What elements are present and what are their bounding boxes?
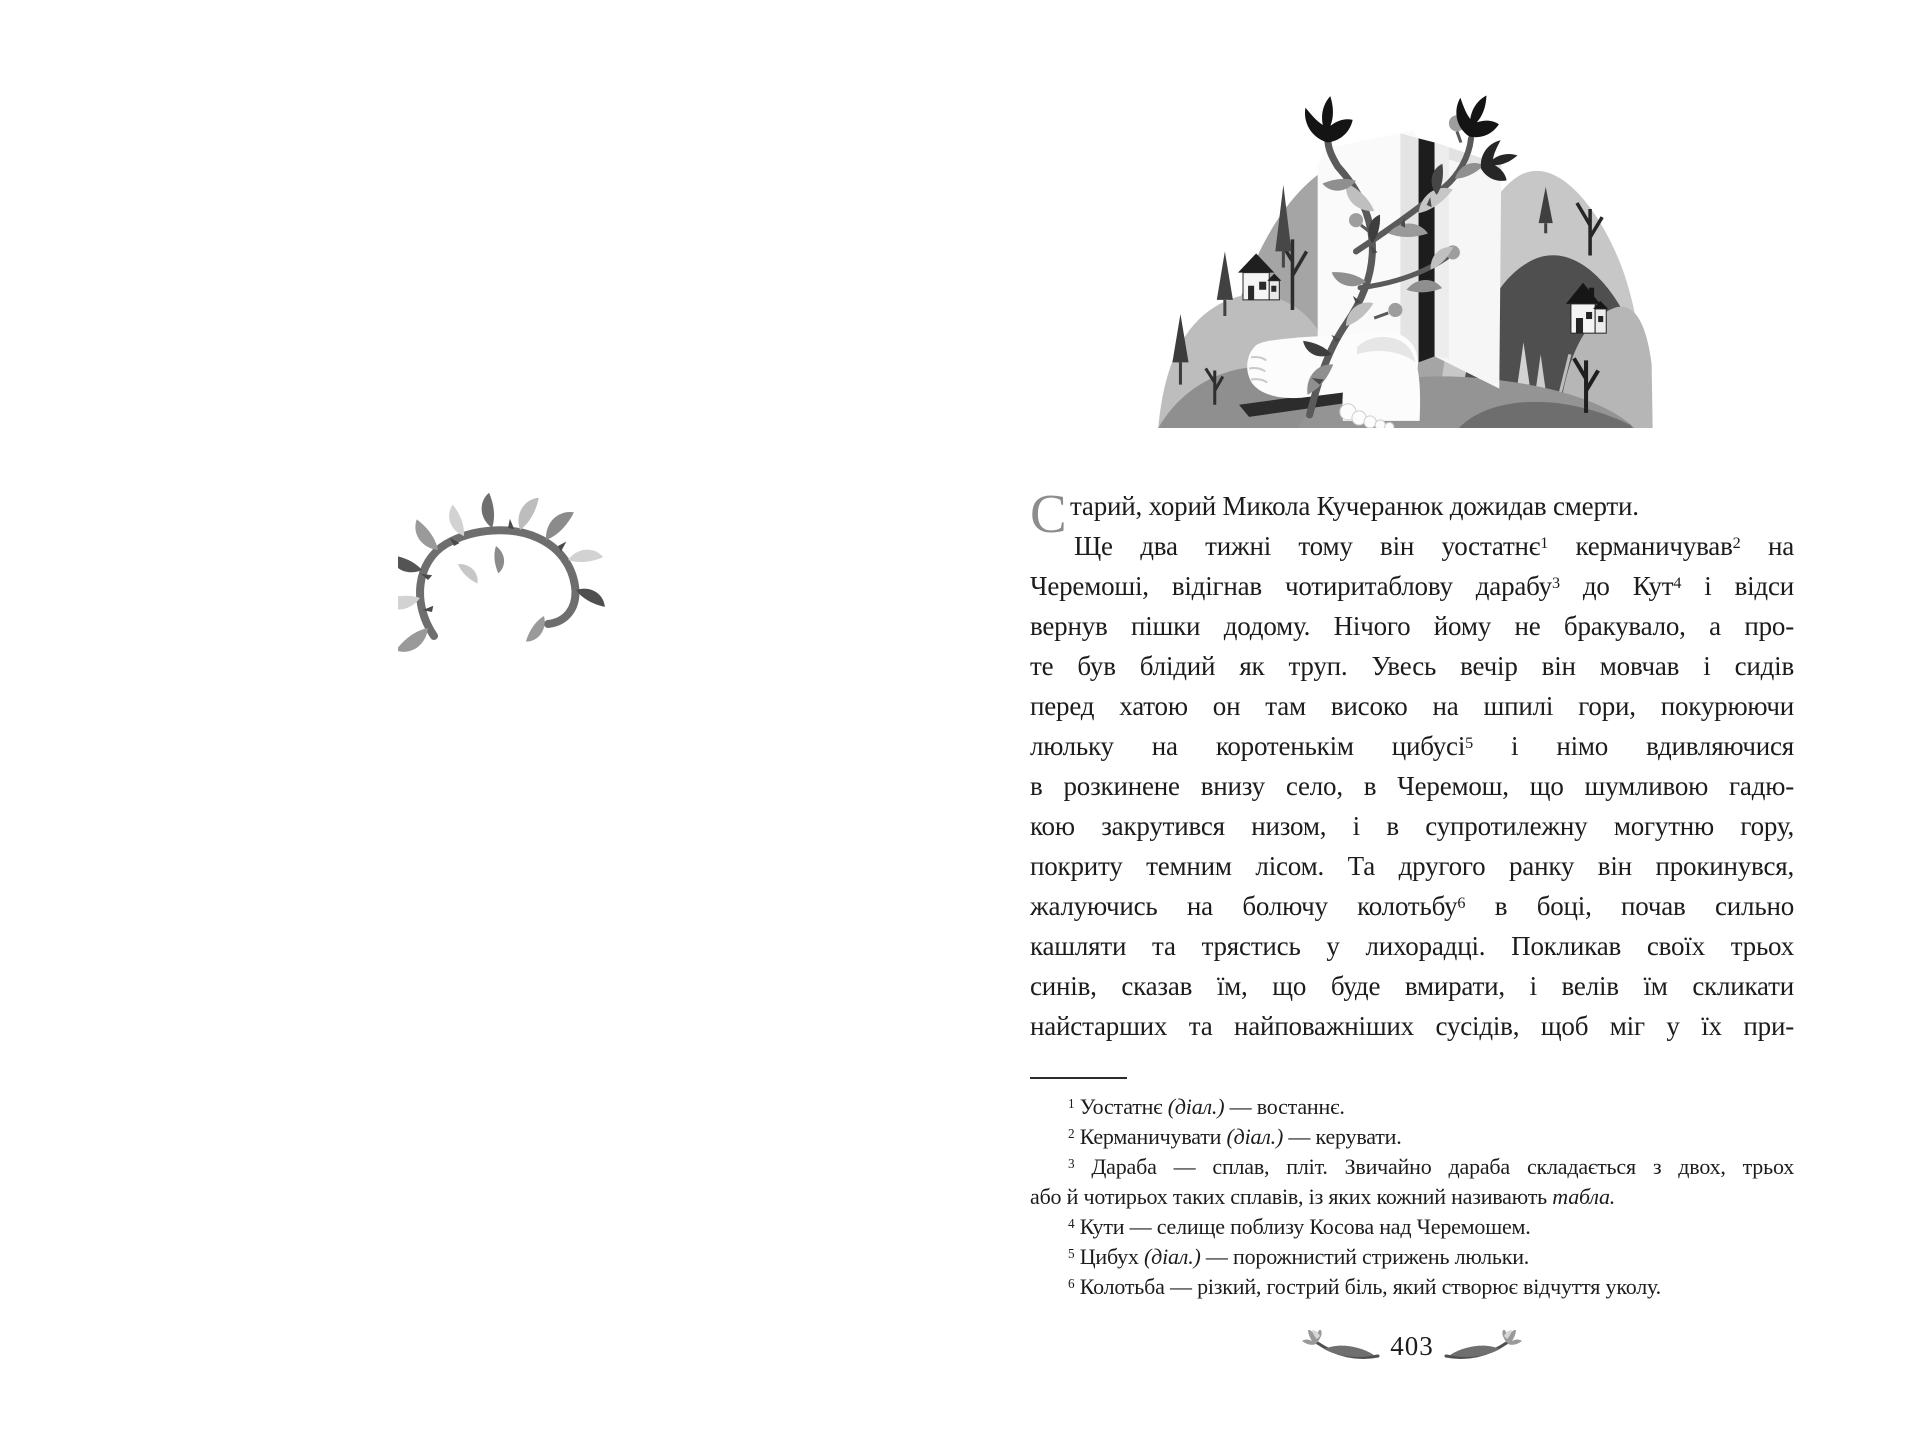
text-line: або й чотирьох таких сплавів, із яких кожний називають табла. <box>1030 1184 1616 1209</box>
text-line: найстарших та найповажніших сусідів, щоб міг у їх при- <box>1030 1011 1794 1041</box>
text-line: люльку на коротенькім цибусі$^5$ і німо вдивляючися <box>1030 731 1794 761</box>
text-line: $^4$ Кути — селище поблизу Косова над Черемошем. <box>1068 1214 1531 1239</box>
page-number-flourish-left <box>1302 1330 1380 1362</box>
text-line: покриту темним лісом. Та другого ранку він прокинувся, <box>1030 851 1794 881</box>
footnote-lines <box>1030 1092 1794 1302</box>
text-line: кою закрутився низом, і в супротилежну могутню гору, <box>1030 811 1794 841</box>
footnotes <box>1030 1092 1794 1302</box>
text-line: $^5$ Цибух (діал.) — порожнистий стрижень люльки. <box>1068 1244 1530 1269</box>
text-line: $^6$ Колотьба — різкий, гострий біль, який створює відчуття уколу. <box>1068 1274 1661 1299</box>
text-line: $^3$ Дараба — сплав, пліт. Звичайно дараба складається з двох, трьох <box>1068 1154 1794 1179</box>
story-text <box>1030 483 1794 1046</box>
page-number-flourish-right <box>1444 1330 1522 1362</box>
chapter-illustration <box>1158 90 1663 428</box>
text-line: кашляти та трястись у лихорадці. Покликав своїх трьох <box>1030 931 1794 961</box>
text-line: жалуючись на болючу колотьбу$^6$ в боці, почав сильно <box>1030 891 1794 921</box>
text-line: Черемоші, відігнав чотиритаблову дарабу$^3$ до Кут$^4$ і відси <box>1030 571 1794 601</box>
text-line: тарий, хорий Микола Кучеранюк дожидав смерти. <box>1070 491 1639 521</box>
text-line: те був блідий як труп. Увесь вечір він мовчав і сидів <box>1030 651 1794 681</box>
page-number-row <box>1030 1330 1794 1362</box>
drop-cap: С <box>1030 483 1067 544</box>
page-number: 403 <box>1390 1330 1434 1361</box>
text-line: $^2$ Керманичувати (діал.) — керувати. <box>1068 1124 1402 1149</box>
text-line: вернув пішки додому. Нічого йому не бракувало, а про- <box>1030 611 1794 641</box>
branch-illustration <box>398 484 622 664</box>
footnote-separator <box>1030 1077 1127 1079</box>
text-line: Ще два тижні тому він уостатнє$^1$ керманичував$^2$ на <box>1074 531 1794 561</box>
text-line: $^1$ Уостатнє (діал.) — востаннє. <box>1068 1094 1345 1119</box>
text-line: в розкинене внизу село, в Черемош, що шумливою гадю- <box>1030 771 1794 801</box>
text-line: синів, сказав їм, що буде вмирати, і велів їм скликати <box>1030 971 1794 1001</box>
story-lines <box>1030 483 1794 1046</box>
text-line: перед хатою он там високо на шпилі гори, покурюючи <box>1030 691 1794 721</box>
